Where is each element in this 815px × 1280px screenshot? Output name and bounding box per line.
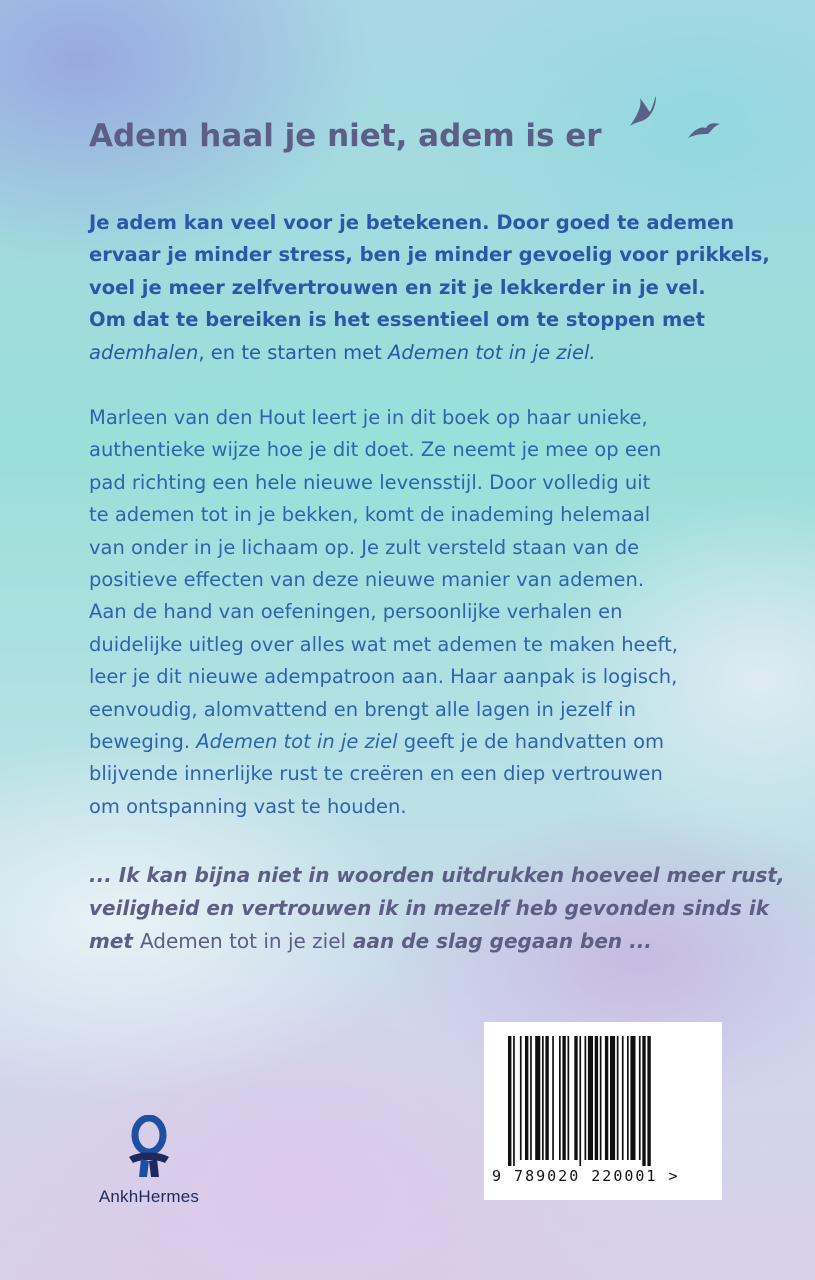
body-line: authentieke wijze hoe je dit doet. Ze neemt je mee op een (89, 438, 662, 462)
barcode-bar (525, 1036, 528, 1160)
intro-line: Je adem kan veel voor je betekenen. Door goed te ademen (89, 211, 735, 234)
barcode-bar (579, 1036, 581, 1166)
barcode-bar (622, 1036, 624, 1160)
barcode-bar (610, 1036, 615, 1160)
barcode-bar (595, 1036, 598, 1160)
barcode-bar (647, 1036, 650, 1166)
barcode-bar (535, 1036, 540, 1160)
barcode-bar (508, 1036, 511, 1166)
body-line: van onder in je lichaam op. Je zult versteld staan van de (89, 535, 640, 559)
barcode-bar (627, 1036, 629, 1160)
barcode-bar (639, 1036, 641, 1160)
body-line: blijvende innerlijke rust te creëren en een diep vertrouwen (89, 762, 663, 786)
publisher-logo (89, 1115, 209, 1207)
body-line: om ontspanning vast te houden. (89, 794, 407, 818)
body-line-prefix: beweging. (89, 730, 197, 754)
barcode-bar (585, 1036, 587, 1160)
intro-line-plain: , en te starten met (198, 340, 389, 364)
intro-italic-book-title: Ademen tot in je ziel. (388, 340, 596, 364)
barcode-bar (630, 1036, 635, 1160)
quote-line: veiligheid en vertrouwen ik in mezelf heb gevonden sinds ik (89, 896, 769, 920)
body-line: eenvoudig, alomvattend en brengt alle lagen in jezelf in (89, 697, 637, 721)
barcode-bar (574, 1036, 577, 1160)
ankh-hermes-logo-icon (119, 1115, 179, 1179)
body-line: pad richting een hele nieuwe levensstijl. Door volledig uit (89, 470, 651, 494)
intro-paragraph (89, 207, 770, 369)
barcode-bars (508, 1036, 698, 1166)
barcode-bar (568, 1036, 570, 1160)
body-line: Aan de hand van oefeningen, persoonlijke verhalen en (89, 600, 623, 624)
body-paragraph (89, 402, 678, 823)
barcode-bar (562, 1036, 565, 1160)
body-line: duidelijke uitleg over alles wat met ademen te maken heeft, (89, 632, 678, 656)
body-italic-book-title: Ademen tot in je ziel (196, 730, 398, 754)
barcode-bar (600, 1036, 602, 1160)
quote-line: ... Ik kan bijna niet in woorden uitdrukken hoeveel meer rust, (89, 863, 785, 887)
intro-line: ervaar je minder stress, ben je minder gevoelig voor prikkels, (89, 243, 770, 267)
barcode-bar (552, 1036, 554, 1160)
body-line-rest: geeft je de handvatten om (397, 730, 665, 754)
barcode-bar (588, 1036, 593, 1160)
barcode-bar (542, 1036, 544, 1160)
quote-line-c: aan de slag gegaan ben ... (346, 929, 652, 953)
isbn-number: 9 789020 220001 > (492, 1167, 680, 1185)
barcode-bar (530, 1036, 532, 1160)
back-cover-title: Adem haal je niet, adem is er (89, 118, 602, 154)
publisher-name: AnkhHermes (98, 1187, 200, 1206)
barcode-bar (605, 1036, 608, 1160)
intro-italic-ademhalen: ademhalen (89, 340, 199, 364)
testimonial-quote (89, 859, 785, 958)
intro-line: voel je meer zelfvertrouwen en zit je lekkerder in je vel. (89, 275, 706, 299)
isbn-barcode (484, 1022, 722, 1200)
body-line: te ademen tot in je bekken, komt de inademing helemaal (89, 503, 651, 527)
intro-line: Om dat te bereiken is het essentieel om te stoppen met (89, 308, 705, 332)
quote-line-a: met (89, 929, 140, 953)
body-line: Marleen van den Hout leert je in dit boek op haar unieke, (89, 406, 648, 429)
barcode-bar (520, 1036, 522, 1160)
body-line: leer je dit nieuwe adempatroon aan. Haar aanpak is logisch, (89, 665, 678, 689)
barcode-bar (545, 1036, 548, 1160)
birds-icon (628, 92, 728, 152)
quote-book-title: Ademen tot in je ziel (139, 929, 347, 953)
barcode-bar (559, 1036, 561, 1160)
body-line: positieve effecten van deze nieuwe manier van ademen. (89, 568, 645, 592)
barcode-bar (617, 1036, 619, 1160)
barcode-bar (513, 1036, 515, 1166)
barcode-bar (642, 1036, 645, 1166)
